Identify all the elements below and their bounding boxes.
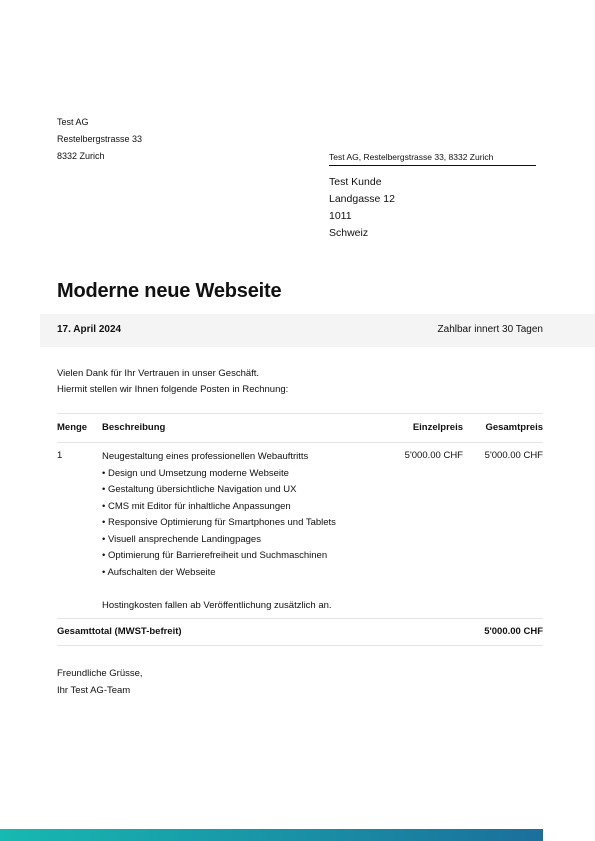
- description-bullet: • Gestaltung übersichtliche Navigation und UX: [102, 484, 297, 495]
- recipient-zip: 1011: [329, 210, 352, 222]
- row-qty: 1: [57, 450, 63, 461]
- table-top-divider: [57, 413, 543, 414]
- description-bullet: • Responsive Optimierung für Smartphones und Tablets: [102, 517, 336, 528]
- recipient-address: [329, 174, 395, 242]
- invoice-date: 17. April 2024: [57, 324, 122, 335]
- closing-text: [57, 665, 143, 699]
- header-total-price: Gesamtpreis: [485, 422, 543, 433]
- row-description: [102, 449, 336, 614]
- recipient-name: Test Kunde: [329, 176, 382, 188]
- return-address-line: Test AG, Restelbergstrasse 33, 8332 Zurich: [329, 150, 536, 166]
- header-unit-price: Einzelpreis: [412, 422, 463, 433]
- description-bullet: • Aufschalten der Webseite: [102, 566, 216, 578]
- header-divider: [57, 442, 543, 443]
- row-total-price: 5'000.00 CHF: [484, 450, 543, 461]
- date-band: [40, 314, 595, 347]
- recipient-street: Landgasse 12: [329, 193, 395, 205]
- intro-text: [57, 366, 288, 398]
- total-bottom-divider: [57, 645, 543, 646]
- total-value: 5'000.00 CHF: [484, 626, 543, 637]
- total-label: Gesamttotal (MWST-befreit): [57, 626, 182, 637]
- closing-line-2: Ihr Test AG-Team: [57, 685, 131, 696]
- description-bullet: • Optimierung für Barrierefreiheit und Suchmaschinen: [102, 550, 328, 561]
- header-qty: Menge: [57, 422, 88, 433]
- closing-line-1: Freundliche Grüsse,: [57, 668, 143, 679]
- intro-line-1: Vielen Dank für Ihr Vertrauen in unser Geschäft.: [57, 368, 260, 379]
- total-top-divider: [57, 618, 543, 619]
- header-description: Beschreibung: [102, 422, 166, 433]
- description-line: Neugestaltung eines professionellen Webauftritts: [102, 451, 309, 462]
- sender-address: [57, 114, 142, 165]
- payment-terms: Zahlbar innert 30 Tagen: [437, 324, 543, 335]
- description-note: Hostingkosten fallen ab Veröffentlichung zusätzlich an.: [102, 599, 332, 611]
- accent-bar: [0, 829, 543, 841]
- description-bullet: • CMS mit Editor für inhaltliche Anpassungen: [102, 500, 291, 512]
- sender-name: Test AG: [57, 117, 89, 127]
- intro-line-2: Hiermit stellen wir Ihnen folgende Posten in Rechnung:: [57, 384, 289, 395]
- row-unit-price: 5'000.00 CHF: [404, 450, 463, 461]
- invoice-title: Moderne neue Webseite: [57, 280, 282, 302]
- sender-street: Restelbergstrasse 33: [57, 134, 143, 144]
- description-bullet: • Design und Umsetzung moderne Webseite: [102, 467, 289, 479]
- sender-city: 8332 Zurich: [57, 151, 105, 161]
- description-bullet: • Visuell ansprechende Landingpages: [102, 533, 261, 545]
- recipient-country: Schweiz: [329, 227, 369, 239]
